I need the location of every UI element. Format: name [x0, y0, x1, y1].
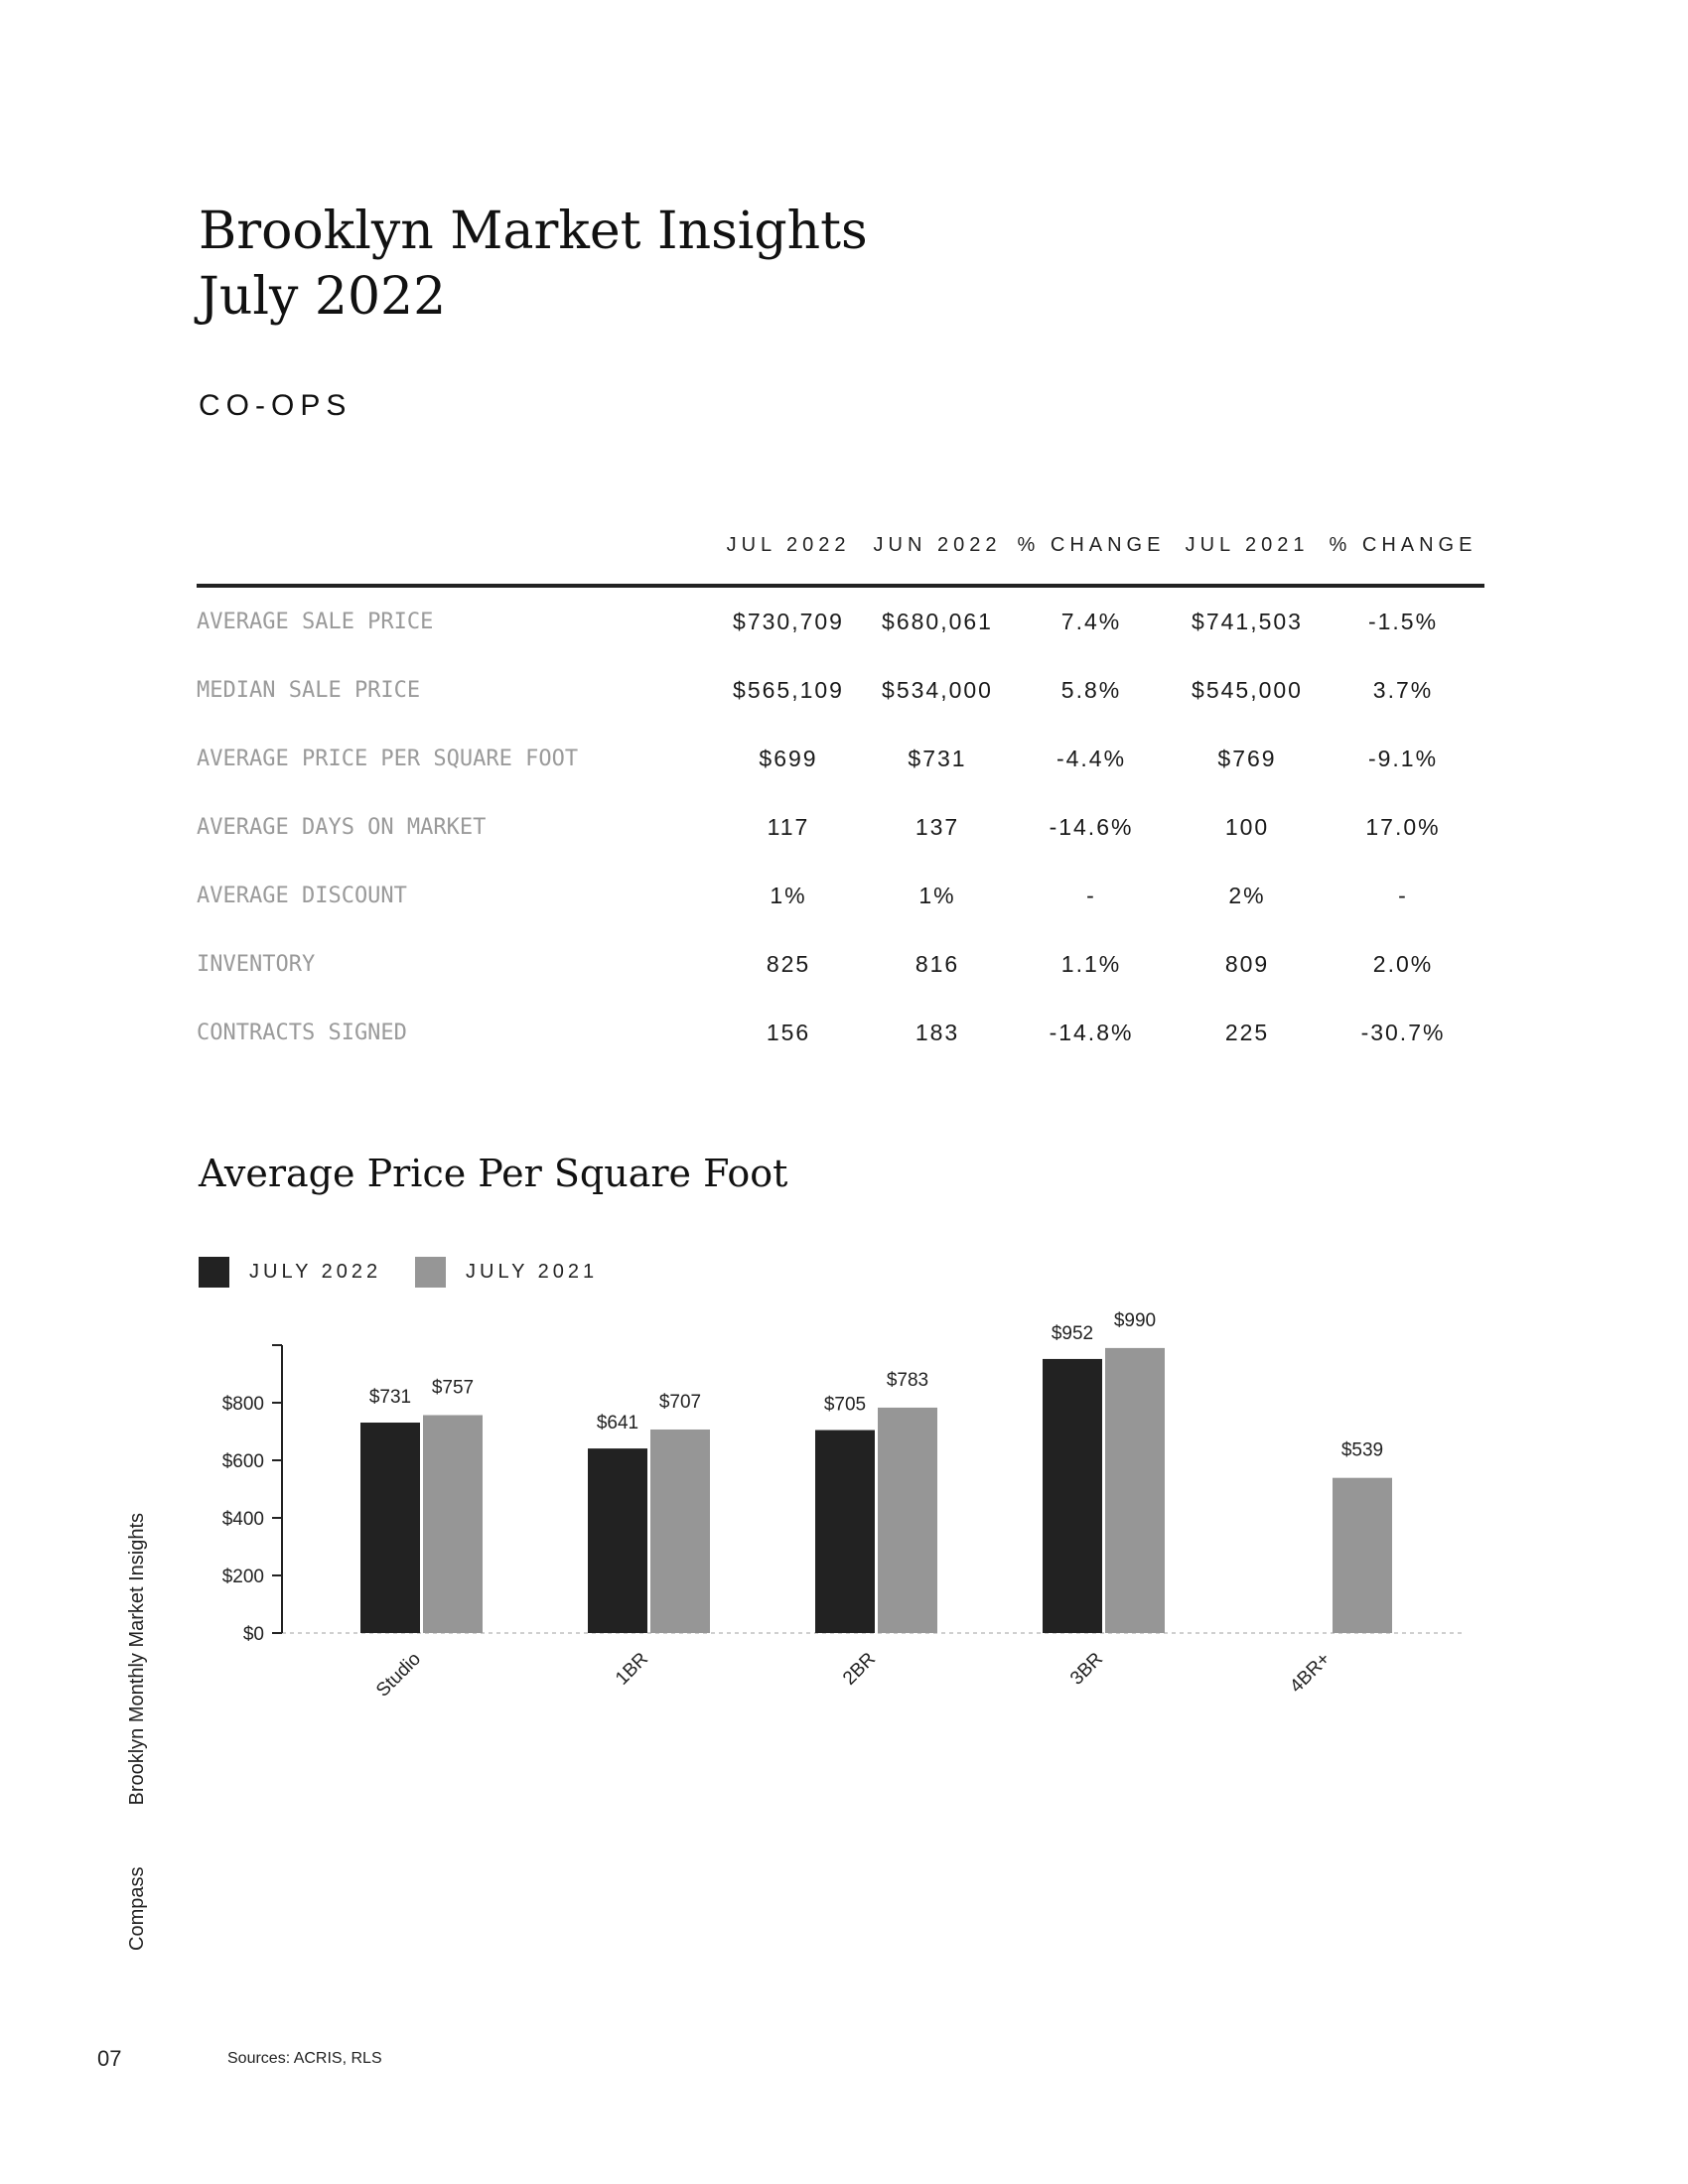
- table-cell: $565,109: [733, 677, 844, 703]
- table-cell: 137: [914, 814, 960, 840]
- section-label: CO-OPS: [199, 389, 352, 422]
- chart-title: Average Price Per Square Foot: [199, 1152, 788, 1195]
- bar: [815, 1431, 875, 1633]
- table-cell: $741,503: [1192, 609, 1303, 634]
- table-cell: -4.4%: [1055, 746, 1127, 771]
- table-header-cell: JUL 2021: [1173, 534, 1322, 586]
- data-label: $731: [368, 1387, 412, 1409]
- table-cell: -14.6%: [1049, 814, 1134, 840]
- row-label: AVERAGE SALE PRICE: [197, 610, 434, 634]
- table-cell: 825: [766, 951, 811, 977]
- row-label: CONTRACTS SIGNED: [197, 1021, 407, 1045]
- table-header-cell: JUL 2022: [712, 534, 865, 586]
- table-cell: 225: [1224, 1020, 1270, 1045]
- row-label: INVENTORY: [197, 952, 316, 977]
- table-cell: $534,000: [882, 677, 993, 703]
- table-cell: 117: [767, 814, 810, 840]
- table-cell: -: [1086, 883, 1096, 908]
- publication-name: Brooklyn Monthly Market Insights: [126, 1512, 148, 1806]
- y-tick-label: $400: [221, 1509, 264, 1530]
- bar: [650, 1430, 710, 1633]
- table-cell: 5.8%: [1060, 677, 1122, 703]
- table-cell: 7.4%: [1060, 609, 1122, 634]
- table-header-cell: % CHANGE: [1010, 534, 1173, 586]
- x-tick-label: Studio: [372, 1648, 426, 1702]
- table-cell: 809: [1224, 951, 1270, 977]
- table-cell: -1.5%: [1367, 609, 1439, 634]
- x-tick-label: 1BR: [612, 1648, 653, 1690]
- legend-label: JULY 2021: [466, 1261, 599, 1283]
- data-label: $783: [886, 1369, 929, 1391]
- bar: [1333, 1478, 1392, 1633]
- side-caption: [126, 1513, 149, 1951]
- table-cell: $731: [908, 746, 967, 771]
- data-label: $539: [1340, 1439, 1384, 1461]
- y-tick-label: $800: [221, 1394, 264, 1415]
- table-cell: 2.0%: [1372, 951, 1434, 977]
- row-label: AVERAGE DAYS ON MARKET: [197, 815, 487, 840]
- table-cell: $680,061: [882, 609, 993, 634]
- table-cell: 1%: [918, 883, 956, 908]
- table-cell: -14.8%: [1049, 1020, 1134, 1045]
- legend-label: JULY 2022: [249, 1261, 382, 1283]
- row-label: AVERAGE DISCOUNT: [197, 884, 407, 908]
- table-cell: 3.7%: [1372, 677, 1434, 703]
- brand-name: Compass: [126, 1866, 148, 1951]
- page-number: 07: [97, 2046, 122, 2071]
- table-cell: $769: [1217, 746, 1277, 771]
- bar: [878, 1408, 937, 1633]
- page-title-line1: Brooklyn Market Insights: [199, 202, 868, 261]
- table-cell: $699: [759, 746, 818, 771]
- table-cell: 183: [914, 1020, 960, 1045]
- table-cell: -: [1398, 883, 1408, 908]
- y-tick-label: $0: [242, 1624, 264, 1645]
- table-cell: $545,000: [1192, 677, 1303, 703]
- bar: [1043, 1359, 1102, 1633]
- bar: [360, 1423, 420, 1633]
- page-title-line2: July 2022: [199, 267, 447, 327]
- sources-note: Sources: ACRIS, RLS: [227, 2050, 382, 2067]
- x-tick-label: 4BR+: [1286, 1648, 1336, 1698]
- data-label: $707: [658, 1391, 702, 1413]
- data-label: $641: [596, 1413, 639, 1434]
- y-tick-label: $600: [221, 1451, 264, 1472]
- table-cell: 1.1%: [1060, 951, 1122, 977]
- data-label: $705: [823, 1394, 867, 1416]
- table-cell: 17.0%: [1365, 814, 1441, 840]
- table-cell: -9.1%: [1367, 746, 1439, 771]
- bar: [423, 1415, 483, 1633]
- row-label: MEDIAN SALE PRICE: [197, 678, 421, 703]
- data-label: $952: [1051, 1322, 1094, 1344]
- table-cell: 2%: [1228, 883, 1266, 908]
- data-label: $990: [1113, 1309, 1157, 1331]
- data-label: $757: [431, 1377, 475, 1399]
- y-tick-label: $200: [221, 1567, 264, 1587]
- table-header-cell: JUN 2022: [865, 534, 1010, 586]
- bar: [1105, 1348, 1165, 1633]
- row-label: AVERAGE PRICE PER SQUARE FOOT: [197, 747, 579, 771]
- table-cell: 816: [914, 951, 960, 977]
- table-cell: 156: [766, 1020, 811, 1045]
- table-header-cell: % CHANGE: [1322, 534, 1484, 586]
- table-cell: 1%: [770, 883, 807, 908]
- table-cell: $730,709: [733, 609, 844, 634]
- x-tick-label: 3BR: [1066, 1648, 1108, 1690]
- x-tick-label: 2BR: [839, 1648, 881, 1690]
- table-cell: 100: [1224, 814, 1270, 840]
- table-cell: -30.7%: [1360, 1020, 1446, 1045]
- bar: [588, 1448, 647, 1633]
